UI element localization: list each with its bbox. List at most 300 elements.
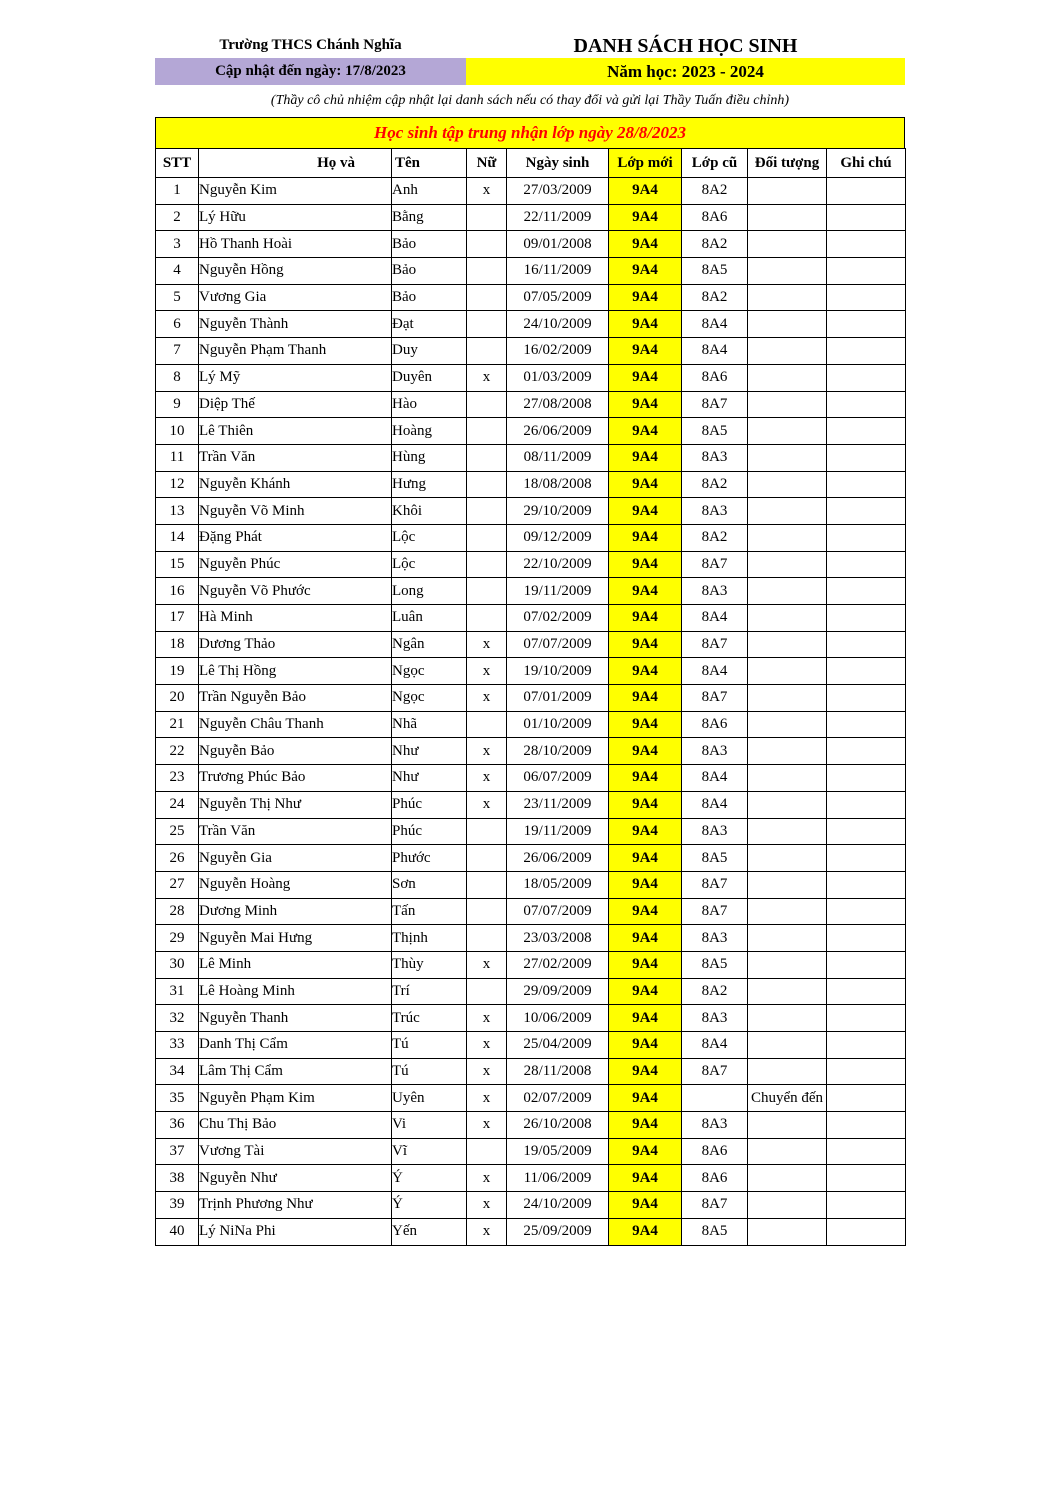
cell-stt: 26 (156, 845, 199, 872)
cell-lop-moi: 9A4 (609, 845, 682, 872)
col-header-nu: Nữ (467, 149, 507, 178)
cell-stt: 29 (156, 925, 199, 952)
cell-lop-moi: 9A4 (609, 178, 682, 205)
cell-ngay-sinh: 18/08/2008 (507, 471, 609, 498)
cell-stt: 31 (156, 978, 199, 1005)
cell-lop-moi: 9A4 (609, 338, 682, 365)
cell-lop-moi: 9A4 (609, 631, 682, 658)
cell-ho: Lý Hữu (199, 204, 392, 231)
cell-lop-cu: 8A6 (682, 711, 748, 738)
table-row (156, 791, 906, 818)
cell-lop-cu: 8A4 (682, 605, 748, 632)
cell-ho: Lê Minh (199, 951, 392, 978)
cell-stt: 7 (156, 338, 199, 365)
cell-ten: Anh (392, 178, 467, 205)
cell-lop-moi: 9A4 (609, 685, 682, 712)
cell-lop-moi: 9A4 (609, 1192, 682, 1219)
cell-ten: Ngọc (392, 685, 467, 712)
table-row (156, 1085, 906, 1112)
cell-nu (467, 845, 507, 872)
cell-ngay-sinh: 09/01/2008 (507, 231, 609, 258)
cell-ghi-chu (827, 925, 906, 952)
cell-stt: 24 (156, 791, 199, 818)
cell-doi-tuong (748, 418, 827, 445)
cell-ten: Duyên (392, 364, 467, 391)
cell-stt: 23 (156, 765, 199, 792)
cell-lop-moi: 9A4 (609, 658, 682, 685)
cell-lop-moi: 9A4 (609, 871, 682, 898)
cell-lop-moi: 9A4 (609, 284, 682, 311)
cell-lop-moi: 9A4 (609, 524, 682, 551)
cell-stt: 22 (156, 738, 199, 765)
cell-doi-tuong: Chuyển đến (748, 1085, 827, 1112)
cell-ngay-sinh: 24/10/2009 (507, 311, 609, 338)
student-table (155, 148, 906, 1246)
cell-doi-tuong (748, 898, 827, 925)
table-row (156, 871, 906, 898)
cell-ho: Hồ Thanh Hoài (199, 231, 392, 258)
cell-ghi-chu (827, 1058, 906, 1085)
cell-doi-tuong (748, 818, 827, 845)
col-header-lop-cu: Lớp cũ (682, 149, 748, 178)
cell-doi-tuong (748, 1058, 827, 1085)
cell-ngay-sinh: 23/11/2009 (507, 791, 609, 818)
table-row (156, 1165, 906, 1192)
table-row (156, 951, 906, 978)
cell-stt: 17 (156, 605, 199, 632)
cell-doi-tuong (748, 925, 827, 952)
cell-nu: x (467, 1165, 507, 1192)
cell-ngay-sinh: 29/09/2009 (507, 978, 609, 1005)
cell-ghi-chu (827, 258, 906, 285)
cell-lop-cu: 8A7 (682, 1058, 748, 1085)
cell-ten: Phúc (392, 818, 467, 845)
cell-lop-moi: 9A4 (609, 1138, 682, 1165)
cell-ghi-chu (827, 631, 906, 658)
cell-lop-cu: 8A3 (682, 818, 748, 845)
cell-ghi-chu (827, 391, 906, 418)
cell-ngay-sinh: 06/07/2009 (507, 765, 609, 792)
cell-stt: 16 (156, 578, 199, 605)
cell-ho: Nguyễn Khánh (199, 471, 392, 498)
cell-ghi-chu (827, 791, 906, 818)
cell-lop-cu: 8A3 (682, 578, 748, 605)
cell-stt: 33 (156, 1032, 199, 1059)
cell-ho: Trần Văn (199, 818, 392, 845)
cell-lop-cu: 8A3 (682, 1005, 748, 1032)
cell-ngay-sinh: 10/06/2009 (507, 1005, 609, 1032)
table-row (156, 284, 906, 311)
school-year: Năm học: 2023 - 2024 (466, 58, 905, 85)
table-row (156, 685, 906, 712)
cell-nu (467, 338, 507, 365)
cell-nu (467, 471, 507, 498)
cell-lop-moi: 9A4 (609, 311, 682, 338)
cell-doi-tuong (748, 1192, 827, 1219)
cell-ho: Hà Minh (199, 605, 392, 632)
table-row (156, 178, 906, 205)
cell-lop-moi: 9A4 (609, 418, 682, 445)
cell-lop-cu: 8A7 (682, 1192, 748, 1219)
cell-stt: 19 (156, 658, 199, 685)
cell-nu: x (467, 951, 507, 978)
table-row (156, 978, 906, 1005)
cell-ghi-chu (827, 364, 906, 391)
cell-ngay-sinh: 19/10/2009 (507, 658, 609, 685)
cell-doi-tuong (748, 658, 827, 685)
cell-doi-tuong (748, 311, 827, 338)
cell-lop-moi: 9A4 (609, 578, 682, 605)
cell-lop-cu (682, 1085, 748, 1112)
cell-ngay-sinh: 11/06/2009 (507, 1165, 609, 1192)
cell-lop-cu: 8A4 (682, 658, 748, 685)
cell-nu: x (467, 178, 507, 205)
cell-nu (467, 871, 507, 898)
cell-ghi-chu (827, 498, 906, 525)
header-row-1 (155, 32, 905, 58)
cell-ghi-chu (827, 418, 906, 445)
cell-ngay-sinh: 19/05/2009 (507, 1138, 609, 1165)
cell-lop-moi: 9A4 (609, 204, 682, 231)
cell-nu: x (467, 658, 507, 685)
cell-ten: Hào (392, 391, 467, 418)
cell-lop-cu: 8A4 (682, 338, 748, 365)
cell-stt: 20 (156, 685, 199, 712)
cell-doi-tuong (748, 951, 827, 978)
cell-stt: 36 (156, 1112, 199, 1139)
table-row (156, 524, 906, 551)
cell-ngay-sinh: 24/10/2009 (507, 1192, 609, 1219)
cell-lop-moi: 9A4 (609, 1032, 682, 1059)
cell-nu: x (467, 1085, 507, 1112)
cell-nu (467, 258, 507, 285)
cell-ho: Nguyễn Võ Phước (199, 578, 392, 605)
cell-lop-moi: 9A4 (609, 791, 682, 818)
cell-stt: 11 (156, 444, 199, 471)
table-row (156, 738, 906, 765)
cell-lop-moi: 9A4 (609, 364, 682, 391)
cell-nu: x (467, 631, 507, 658)
cell-ngay-sinh: 25/04/2009 (507, 1032, 609, 1059)
cell-nu: x (467, 1058, 507, 1085)
cell-doi-tuong (748, 1138, 827, 1165)
cell-ho: Lâm Thị Cẩm (199, 1058, 392, 1085)
cell-lop-moi: 9A4 (609, 231, 682, 258)
cell-doi-tuong (748, 471, 827, 498)
cell-lop-cu: 8A7 (682, 391, 748, 418)
cell-ghi-chu (827, 231, 906, 258)
cell-stt: 12 (156, 471, 199, 498)
cell-lop-cu: 8A4 (682, 1032, 748, 1059)
cell-ghi-chu (827, 578, 906, 605)
cell-doi-tuong (748, 1005, 827, 1032)
cell-ngay-sinh: 07/02/2009 (507, 605, 609, 632)
cell-ho: Trần Nguyễn Bảo (199, 685, 392, 712)
table-row (156, 658, 906, 685)
cell-lop-moi: 9A4 (609, 898, 682, 925)
table-row (156, 391, 906, 418)
cell-lop-moi: 9A4 (609, 765, 682, 792)
table-row (156, 631, 906, 658)
cell-nu: x (467, 364, 507, 391)
cell-doi-tuong (748, 338, 827, 365)
cell-doi-tuong (748, 578, 827, 605)
cell-stt: 4 (156, 258, 199, 285)
instruction-note: (Thầy cô chủ nhiệm cập nhật lại danh sách nếu có thay đổi và gửi lại Thầy Tuấn điều chỉnh) (270, 93, 790, 108)
cell-doi-tuong (748, 1218, 827, 1245)
cell-lop-moi: 9A4 (609, 1218, 682, 1245)
cell-ten: Bằng (392, 204, 467, 231)
cell-doi-tuong (748, 364, 827, 391)
cell-lop-cu: 8A5 (682, 951, 748, 978)
cell-ngay-sinh: 28/10/2009 (507, 738, 609, 765)
cell-ho: Lê Hoàng Minh (199, 978, 392, 1005)
cell-stt: 2 (156, 204, 199, 231)
cell-ghi-chu (827, 1112, 906, 1139)
cell-stt: 37 (156, 1138, 199, 1165)
cell-lop-cu: 8A7 (682, 898, 748, 925)
cell-lop-cu: 8A6 (682, 1138, 748, 1165)
cell-stt: 40 (156, 1218, 199, 1245)
cell-nu: x (467, 738, 507, 765)
cell-lop-cu: 8A4 (682, 791, 748, 818)
document-title: DANH SÁCH HỌC SINH (573, 35, 798, 57)
cell-stt: 18 (156, 631, 199, 658)
cell-lop-cu: 8A7 (682, 685, 748, 712)
cell-ho: Lê Thị Hồng (199, 658, 392, 685)
cell-doi-tuong (748, 871, 827, 898)
cell-nu (467, 711, 507, 738)
cell-doi-tuong (748, 1112, 827, 1139)
cell-nu (467, 311, 507, 338)
cell-lop-cu: 8A2 (682, 284, 748, 311)
cell-ngay-sinh: 26/06/2009 (507, 418, 609, 445)
cell-lop-cu: 8A2 (682, 471, 748, 498)
cell-ten: Ngân (392, 631, 467, 658)
cell-stt: 3 (156, 231, 199, 258)
cell-ghi-chu (827, 818, 906, 845)
cell-lop-cu: 8A4 (682, 311, 748, 338)
gathering-notice: Học sinh tập trung nhận lớp ngày 28/8/2023 (155, 117, 905, 148)
cell-lop-cu: 8A4 (682, 765, 748, 792)
cell-ten: Trí (392, 978, 467, 1005)
table-row (156, 311, 906, 338)
cell-lop-cu: 8A6 (682, 364, 748, 391)
cell-nu: x (467, 1218, 507, 1245)
roster-document (155, 32, 905, 1246)
cell-stt: 1 (156, 178, 199, 205)
cell-ten: Ý (392, 1165, 467, 1192)
cell-lop-moi: 9A4 (609, 1005, 682, 1032)
cell-ho: Trương Phúc Bảo (199, 765, 392, 792)
cell-ten: Ý (392, 1192, 467, 1219)
table-row (156, 1218, 906, 1245)
cell-lop-cu: 8A2 (682, 978, 748, 1005)
cell-lop-moi: 9A4 (609, 925, 682, 952)
cell-ghi-chu (827, 524, 906, 551)
cell-ngay-sinh: 19/11/2009 (507, 578, 609, 605)
cell-ten: Tú (392, 1058, 467, 1085)
cell-ngay-sinh: 28/11/2008 (507, 1058, 609, 1085)
cell-ho: Nguyễn Thị Như (199, 791, 392, 818)
cell-lop-cu: 8A2 (682, 231, 748, 258)
table-row (156, 1192, 906, 1219)
cell-ten: Long (392, 578, 467, 605)
cell-ghi-chu (827, 978, 906, 1005)
cell-ho: Nguyễn Hồng (199, 258, 392, 285)
cell-lop-moi: 9A4 (609, 444, 682, 471)
cell-ghi-chu (827, 1218, 906, 1245)
col-header-ngay-sinh: Ngày sinh (507, 149, 609, 178)
cell-ghi-chu (827, 284, 906, 311)
cell-doi-tuong (748, 1032, 827, 1059)
cell-doi-tuong (748, 631, 827, 658)
cell-ngay-sinh: 22/10/2009 (507, 551, 609, 578)
cell-ngay-sinh: 27/08/2008 (507, 391, 609, 418)
table-row (156, 605, 906, 632)
cell-ten: Hoàng (392, 418, 467, 445)
cell-ten: Khôi (392, 498, 467, 525)
cell-ho: Nguyễn Thanh (199, 1005, 392, 1032)
cell-ghi-chu (827, 311, 906, 338)
cell-ngay-sinh: 23/03/2008 (507, 925, 609, 952)
cell-ten: Luân (392, 605, 467, 632)
cell-lop-moi: 9A4 (609, 1058, 682, 1085)
cell-ghi-chu (827, 1085, 906, 1112)
cell-ten: Yến (392, 1218, 467, 1245)
cell-ghi-chu (827, 605, 906, 632)
cell-ten: Nhã (392, 711, 467, 738)
cell-ghi-chu (827, 871, 906, 898)
cell-ho: Nguyễn Gia (199, 845, 392, 872)
cell-ghi-chu (827, 204, 906, 231)
cell-nu (467, 204, 507, 231)
cell-lop-cu: 8A6 (682, 204, 748, 231)
cell-ghi-chu (827, 1165, 906, 1192)
cell-lop-moi: 9A4 (609, 1085, 682, 1112)
table-row (156, 845, 906, 872)
cell-ten: Bảo (392, 258, 467, 285)
cell-lop-moi: 9A4 (609, 471, 682, 498)
cell-ngay-sinh: 29/10/2009 (507, 498, 609, 525)
cell-doi-tuong (748, 498, 827, 525)
cell-ten: Đạt (392, 311, 467, 338)
header-row-2 (155, 58, 905, 85)
cell-ghi-chu (827, 711, 906, 738)
cell-ten: Lộc (392, 524, 467, 551)
cell-ngay-sinh: 19/11/2009 (507, 818, 609, 845)
cell-nu: x (467, 1192, 507, 1219)
cell-ho: Nguyễn Châu Thanh (199, 711, 392, 738)
cell-lop-cu: 8A5 (682, 418, 748, 445)
cell-ten: Lộc (392, 551, 467, 578)
cell-ghi-chu (827, 471, 906, 498)
cell-lop-moi: 9A4 (609, 818, 682, 845)
cell-ghi-chu (827, 1005, 906, 1032)
cell-doi-tuong (748, 791, 827, 818)
cell-doi-tuong (748, 204, 827, 231)
cell-lop-cu: 8A3 (682, 925, 748, 952)
cell-ngay-sinh: 07/07/2009 (507, 898, 609, 925)
cell-nu (467, 284, 507, 311)
cell-ho: Nguyễn Phạm Kim (199, 1085, 392, 1112)
cell-ho: Trịnh Phương Như (199, 1192, 392, 1219)
cell-doi-tuong (748, 978, 827, 1005)
cell-ho: Nguyễn Võ Minh (199, 498, 392, 525)
cell-stt: 8 (156, 364, 199, 391)
cell-ho: Trần Văn (199, 444, 392, 471)
updated-date: Cập nhật đến ngày: 17/8/2023 (155, 58, 466, 85)
cell-ngay-sinh: 07/05/2009 (507, 284, 609, 311)
cell-doi-tuong (748, 711, 827, 738)
cell-nu (467, 1138, 507, 1165)
cell-ho: Lý Mỹ (199, 364, 392, 391)
cell-ngay-sinh: 07/01/2009 (507, 685, 609, 712)
cell-ho: Dương Minh (199, 898, 392, 925)
cell-stt: 27 (156, 871, 199, 898)
cell-ho: Nguyễn Hoàng (199, 871, 392, 898)
table-row (156, 258, 906, 285)
cell-ten: Trúc (392, 1005, 467, 1032)
cell-ho: Danh Thị Cẩm (199, 1032, 392, 1059)
cell-ghi-chu (827, 1192, 906, 1219)
cell-ghi-chu (827, 845, 906, 872)
cell-ghi-chu (827, 178, 906, 205)
cell-nu (467, 231, 507, 258)
table-row (156, 364, 906, 391)
cell-doi-tuong (748, 284, 827, 311)
cell-ho: Nguyễn Kim (199, 178, 392, 205)
cell-doi-tuong (748, 845, 827, 872)
table-row (156, 1005, 906, 1032)
cell-doi-tuong (748, 1165, 827, 1192)
cell-lop-moi: 9A4 (609, 711, 682, 738)
cell-lop-moi: 9A4 (609, 1165, 682, 1192)
cell-ngay-sinh: 01/03/2009 (507, 364, 609, 391)
cell-stt: 9 (156, 391, 199, 418)
cell-ghi-chu (827, 1032, 906, 1059)
table-row (156, 204, 906, 231)
cell-ho: Lý NiNa Phi (199, 1218, 392, 1245)
cell-stt: 28 (156, 898, 199, 925)
table-body (156, 178, 906, 1246)
cell-lop-moi: 9A4 (609, 498, 682, 525)
cell-ten: Tú (392, 1032, 467, 1059)
table-row (156, 231, 906, 258)
cell-ho: Nguyễn Phúc (199, 551, 392, 578)
cell-ten: Vi (392, 1112, 467, 1139)
table-row (156, 925, 906, 952)
table-row (156, 711, 906, 738)
cell-stt: 32 (156, 1005, 199, 1032)
cell-ngay-sinh: 09/12/2009 (507, 524, 609, 551)
school-name: Trường THCS Chánh Nghĩa (219, 37, 402, 53)
table-row (156, 338, 906, 365)
cell-ten: Hưng (392, 471, 467, 498)
col-header-lop-moi: Lớp mới (609, 149, 682, 178)
cell-nu: x (467, 765, 507, 792)
cell-lop-moi: 9A4 (609, 391, 682, 418)
cell-stt: 5 (156, 284, 199, 311)
col-header-doi-tuong: Đối tượng (748, 149, 827, 178)
cell-nu: x (467, 1112, 507, 1139)
cell-lop-moi: 9A4 (609, 551, 682, 578)
cell-lop-cu: 8A5 (682, 845, 748, 872)
cell-ngay-sinh: 18/05/2009 (507, 871, 609, 898)
cell-ten: Hùng (392, 444, 467, 471)
table-row (156, 818, 906, 845)
cell-doi-tuong (748, 258, 827, 285)
